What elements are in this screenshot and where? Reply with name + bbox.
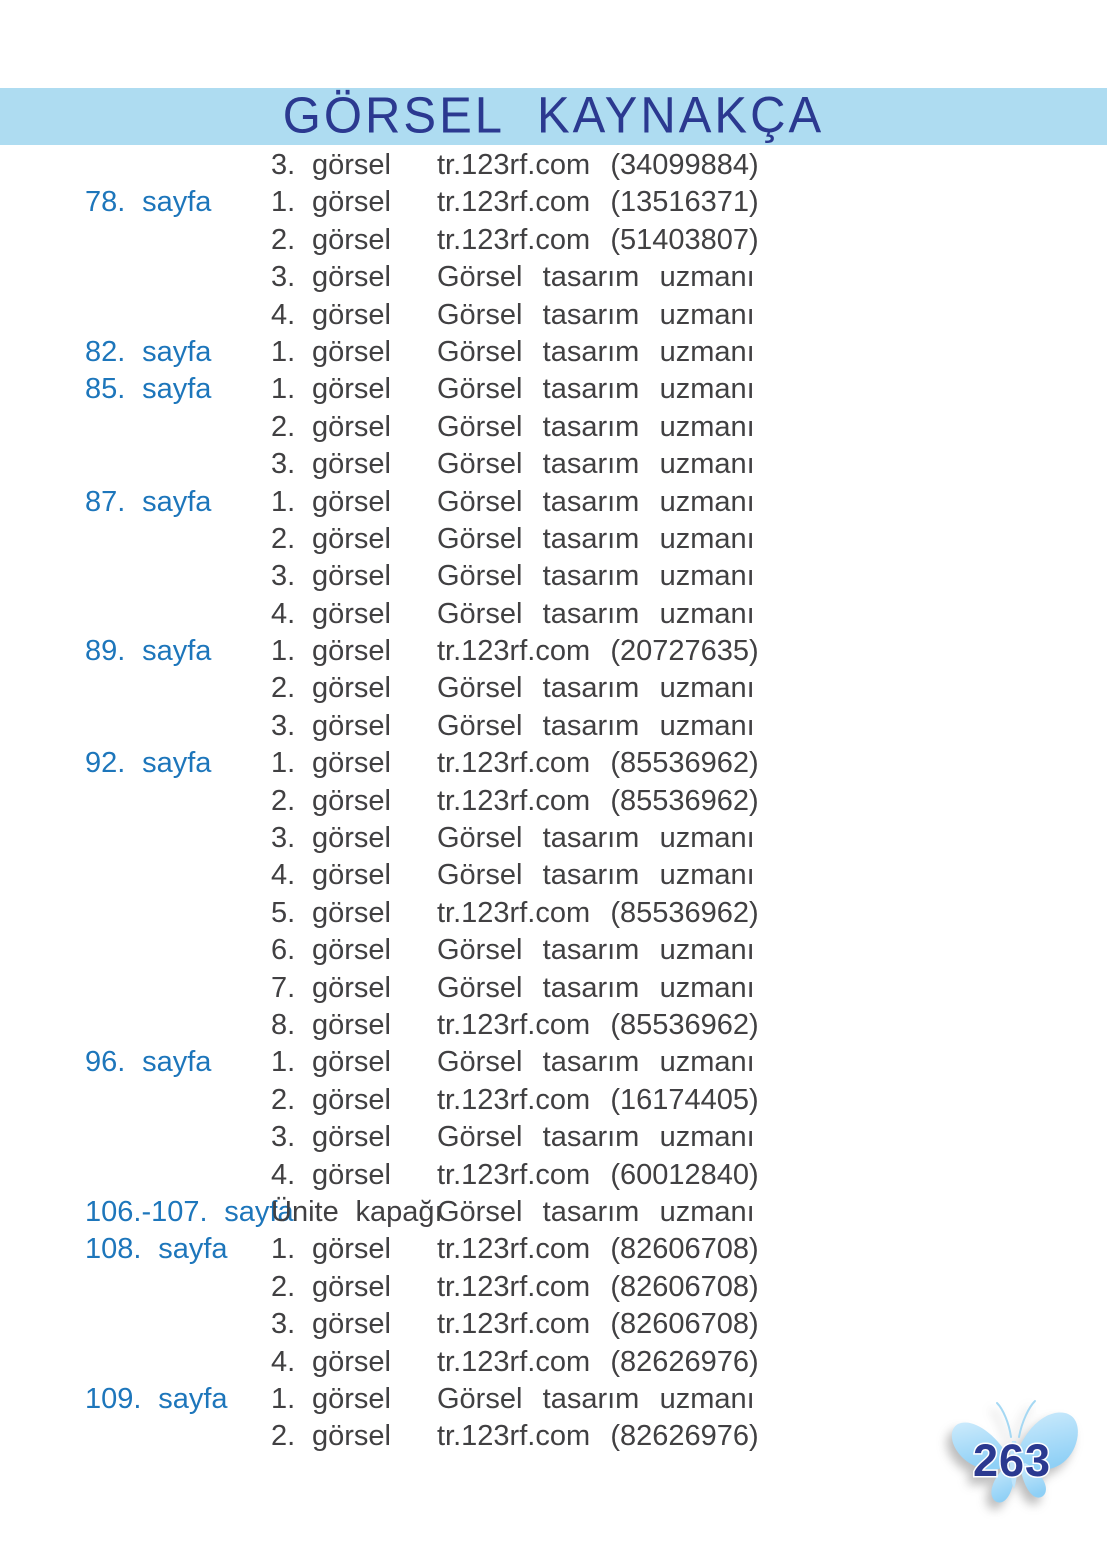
item-label: 1. görsel: [271, 373, 391, 406]
item-label: 8. görsel: [271, 1008, 391, 1041]
source-label: tr.123rf.com (85536962): [437, 784, 759, 817]
table-row: [0, 297, 1107, 334]
table-row: [0, 820, 1107, 857]
item-label: 2. görsel: [271, 1270, 391, 1303]
source-label: tr.123rf.com (20727635): [437, 635, 759, 668]
table-row: [0, 1007, 1107, 1044]
source-table: [0, 147, 1107, 1456]
item-label: Ünite kapağı: [271, 1195, 443, 1228]
table-row: [0, 521, 1107, 558]
table-row: [0, 596, 1107, 633]
item-label: 3. görsel: [271, 822, 391, 855]
source-label: Görsel tasarım uzmanı: [437, 522, 755, 555]
source-label: tr.123rf.com (82606708): [437, 1308, 759, 1341]
item-label: 2. görsel: [271, 1420, 391, 1453]
item-label: 4. görsel: [271, 1345, 391, 1378]
source-label: tr.123rf.com (60012840): [437, 1158, 759, 1191]
butterfly-icon: [943, 1393, 1091, 1521]
item-label: 4. görsel: [271, 859, 391, 892]
source-label: Görsel tasarım uzmanı: [437, 672, 755, 705]
page-title: GÖRSEL KAYNAKÇA: [282, 87, 825, 145]
table-row: [0, 1306, 1107, 1343]
source-label: Görsel tasarım uzmanı: [437, 597, 755, 630]
item-label: 7. görsel: [271, 971, 391, 1004]
item-label: 1. görsel: [271, 1046, 391, 1079]
table-row: [0, 932, 1107, 969]
item-label: 3. görsel: [271, 448, 391, 481]
source-label: Görsel tasarım uzmanı: [437, 335, 755, 368]
page-label: 106.-107. sayfa: [85, 1195, 294, 1228]
table-row: [0, 1119, 1107, 1156]
item-label: 4. görsel: [271, 298, 391, 331]
source-label: Görsel tasarım uzmanı: [437, 709, 755, 742]
table-row: [0, 1418, 1107, 1455]
source-label: Görsel tasarım uzmanı: [437, 859, 755, 892]
table-row: [0, 1194, 1107, 1231]
source-label: Görsel tasarım uzmanı: [437, 485, 755, 518]
page-label: 96. sayfa: [85, 1046, 212, 1079]
item-label: 3. görsel: [271, 261, 391, 294]
page-label: 109. sayfa: [85, 1382, 228, 1415]
source-label: Görsel tasarım uzmanı: [437, 1046, 755, 1079]
source-label: tr.123rf.com (13516371): [437, 186, 759, 219]
source-label: tr.123rf.com (82606708): [437, 1270, 759, 1303]
source-label: tr.123rf.com (51403807): [437, 223, 759, 256]
table-row: [0, 745, 1107, 782]
item-label: 3. görsel: [271, 709, 391, 742]
item-label: 1. görsel: [271, 635, 391, 668]
table-row: [0, 857, 1107, 894]
item-label: 2. görsel: [271, 223, 391, 256]
table-row: [0, 446, 1107, 483]
item-label: 4. görsel: [271, 1158, 391, 1191]
table-row: [0, 708, 1107, 745]
item-label: 2. görsel: [271, 784, 391, 817]
page-label: 82. sayfa: [85, 335, 212, 368]
item-label: 1. görsel: [271, 335, 391, 368]
source-label: Görsel tasarım uzmanı: [437, 448, 755, 481]
source-label: tr.123rf.com (85536962): [437, 896, 759, 929]
table-row: [0, 334, 1107, 371]
source-label: Görsel tasarım uzmanı: [437, 410, 755, 443]
item-label: 1. görsel: [271, 485, 391, 518]
item-label: 1. görsel: [271, 747, 391, 780]
table-row: [0, 895, 1107, 932]
table-row: [0, 1381, 1107, 1418]
table-row: [0, 558, 1107, 595]
item-label: 2. görsel: [271, 1083, 391, 1116]
source-label: tr.123rf.com (82626976): [437, 1420, 759, 1453]
item-label: 3. görsel: [271, 149, 391, 181]
header-band: [0, 88, 1107, 145]
page-label: 78. sayfa: [85, 186, 212, 219]
table-row: [0, 184, 1107, 221]
page-label: 87. sayfa: [85, 485, 212, 518]
source-label: Görsel tasarım uzmanı: [437, 1195, 755, 1228]
item-label: 1. görsel: [271, 1233, 391, 1266]
page-label: 85. sayfa: [85, 373, 212, 406]
table-row: [0, 484, 1107, 521]
table-row: [0, 633, 1107, 670]
table-row: [0, 670, 1107, 707]
table-row: [0, 409, 1107, 446]
item-label: 6. görsel: [271, 934, 391, 967]
item-label: 1. görsel: [271, 1382, 391, 1415]
page-label: 92. sayfa: [85, 747, 212, 780]
page-label: 89. sayfa: [85, 635, 212, 668]
item-label: 2. görsel: [271, 672, 391, 705]
source-label: tr.123rf.com (34099884): [437, 149, 759, 181]
item-label: 4. görsel: [271, 597, 391, 630]
table-row: [0, 147, 1107, 184]
source-label: tr.123rf.com (82626976): [437, 1345, 759, 1378]
table-row: [0, 1344, 1107, 1381]
item-label: 2. görsel: [271, 522, 391, 555]
source-label: Görsel tasarım uzmanı: [437, 934, 755, 967]
table-row: [0, 1082, 1107, 1119]
source-label: tr.123rf.com (85536962): [437, 747, 759, 780]
item-label: 3. görsel: [271, 1308, 391, 1341]
table-row: [0, 1231, 1107, 1268]
table-row: [0, 970, 1107, 1007]
source-label: Görsel tasarım uzmanı: [437, 261, 755, 294]
item-label: 5. görsel: [271, 896, 391, 929]
table-row: [0, 259, 1107, 296]
table-row: [0, 1157, 1107, 1194]
source-label: tr.123rf.com (16174405): [437, 1083, 759, 1116]
page-label: 108. sayfa: [85, 1233, 228, 1266]
table-row: [0, 1044, 1107, 1081]
item-label: 3. görsel: [271, 1121, 391, 1154]
item-label: 3. görsel: [271, 560, 391, 593]
table-row: [0, 783, 1107, 820]
source-label: Görsel tasarım uzmanı: [437, 971, 755, 1004]
source-label: Görsel tasarım uzmanı: [437, 560, 755, 593]
source-label: tr.123rf.com (85536962): [437, 1008, 759, 1041]
item-label: 2. görsel: [271, 410, 391, 443]
page-number: 263: [972, 1435, 1052, 1486]
table-row: [0, 222, 1107, 259]
source-label: Görsel tasarım uzmanı: [437, 822, 755, 855]
source-label: Görsel tasarım uzmanı: [437, 298, 755, 331]
source-label: tr.123rf.com (82606708): [437, 1233, 759, 1266]
source-label: Görsel tasarım uzmanı: [437, 1382, 755, 1415]
item-label: 1. görsel: [271, 186, 391, 219]
source-label: Görsel tasarım uzmanı: [437, 373, 755, 406]
table-row: [0, 1269, 1107, 1306]
source-label: Görsel tasarım uzmanı: [437, 1121, 755, 1154]
table-row: [0, 371, 1107, 408]
